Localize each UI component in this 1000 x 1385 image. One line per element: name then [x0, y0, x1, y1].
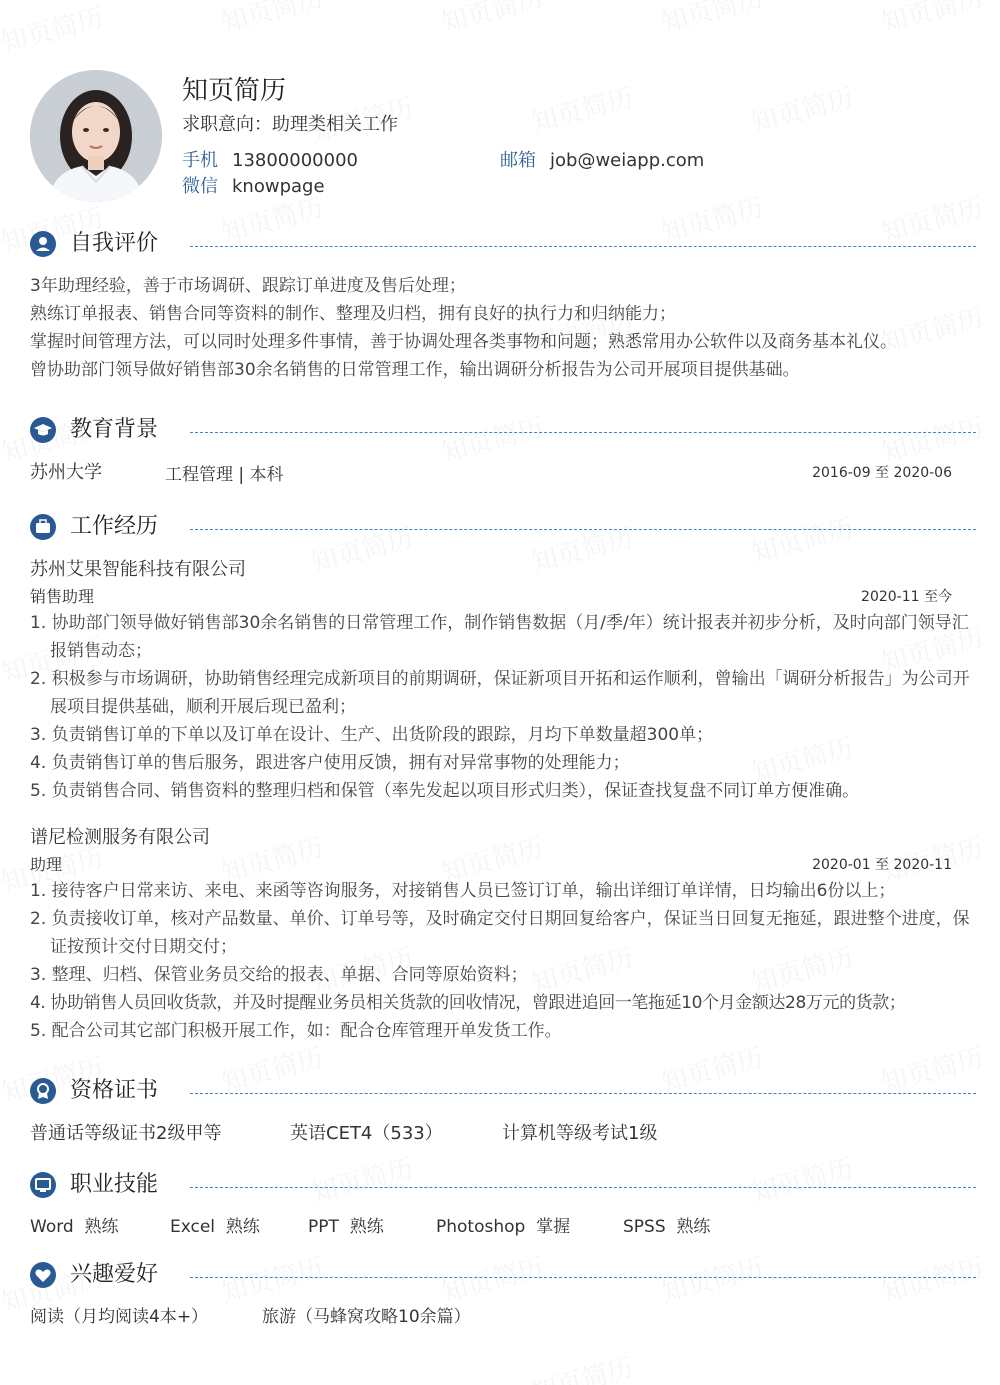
- certificate-item: 计算机等级考试1级: [502, 1123, 658, 1144]
- duty-item: 1. 协助部门领导做好销售部30余名销售的日常管理工作，制作销售数据（月/季/年）统计报表并初步分析，及时向部门领导汇报销售动态；: [30, 613, 969, 661]
- section-divider: [190, 529, 976, 530]
- skill-name: Word: [30, 1217, 74, 1237]
- section-divider: [190, 1187, 976, 1188]
- skill-name: SPSS: [623, 1217, 666, 1237]
- watermark: [217, 0, 327, 40]
- skill-level: 熟练: [349, 1217, 384, 1237]
- user-icon: [30, 231, 56, 257]
- watermark: [657, 0, 767, 40]
- monitor-icon: [30, 1172, 56, 1198]
- contact-value: 13800000000: [232, 150, 358, 171]
- contact-email: [500, 146, 704, 172]
- section-divider: [190, 246, 976, 247]
- position-row: [30, 584, 976, 608]
- duty-item: 5. 负责销售合同、销售资料的整理归档和保管（率先发起以项目形式归类），保证查找复盘不同订单方便准确。: [30, 781, 860, 801]
- section-title: 资格证书: [70, 1078, 159, 1103]
- certificate-item: 英语CET4（533）: [290, 1123, 443, 1144]
- section-self-evaluation: [30, 229, 976, 259]
- skill-level: 熟练: [676, 1217, 711, 1237]
- section-divider: [190, 1093, 976, 1094]
- candidate-name: 知页简历: [182, 76, 287, 106]
- section-divider: [190, 1277, 976, 1278]
- duty-item: 4. 负责销售订单的售后服务，跟进客户使用反馈，拥有对异常事物的处理能力；: [30, 753, 630, 773]
- graduation-cap-icon: [30, 417, 56, 443]
- hobby-item: 阅读（月均阅读4本+）: [30, 1307, 209, 1327]
- duty-item: 4. 协助销售人员回收货款，并及时提醒业务员相关货款的回收情况，曾跟进追回一笔拖延10个月金额达28万元的货款；: [30, 993, 906, 1013]
- education-entry: [30, 458, 976, 486]
- watermark: [437, 0, 547, 40]
- watermark: [877, 0, 987, 40]
- self-eval-line: 掌握时间管理方法，可以同时处理多件事情，善于协调处理各类事物和问题；熟悉常用办公软件以及商务基本礼仪。: [30, 332, 897, 352]
- major-degree: 工程管理 | 本科: [165, 465, 284, 485]
- avatar-portrait-icon: [30, 70, 162, 202]
- heart-icon: [30, 1262, 56, 1288]
- skill-name: PPT: [308, 1217, 339, 1237]
- contact-value: job@weiapp.com: [550, 150, 705, 171]
- section-certificates: [30, 1076, 976, 1106]
- section-title: 职业技能: [70, 1172, 159, 1197]
- section-divider: [190, 432, 976, 433]
- company-name: 谱尼检测服务有限公司: [30, 827, 210, 848]
- duty-item: 1. 接待客户日常来访、来电、来函等咨询服务，对接销售人员已签订订单，输出详细订单详情，日均输出6份以上；: [30, 881, 896, 901]
- section-education: [30, 415, 976, 445]
- contact-wechat: [182, 172, 325, 198]
- self-eval-line: 曾协助部门领导做好销售部30余名销售的日常管理工作，输出调研分析报告为公司开展项目提供基础。: [30, 360, 800, 380]
- education-period: 2016-09 至 2020-06: [812, 465, 952, 481]
- self-eval-line: 熟练订单报表、销售合同等资料的制作、整理及归档，拥有良好的执行力和归纳能力；: [30, 304, 676, 324]
- duty-item: 3. 负责销售订单的下单以及订单在设计、生产、出货阶段的跟踪，月均下单数量超300单；: [30, 725, 714, 745]
- work-period: 2020-01 至 2020-11: [812, 857, 952, 873]
- section-hobbies: [30, 1260, 976, 1290]
- section-work-experience: [30, 512, 976, 542]
- skill-item: [436, 1212, 570, 1237]
- avatar: [30, 70, 162, 202]
- skill-item: [30, 1212, 119, 1237]
- skill-name: Excel: [170, 1217, 216, 1237]
- duty-item: 2. 积极参与市场调研，协助销售经理完成新项目的前期调研，保证新项目开拓和运作顺利，曾输出「调研分析报告」为公司开展项目提供基础，顺利开展后现已盈利；: [30, 669, 970, 717]
- watermark: [527, 77, 637, 140]
- self-eval-line: 3年助理经验，善于市场调研、跟踪订单进度及售后处理；: [30, 276, 466, 296]
- contact-label: 手机: [182, 150, 218, 171]
- skill-item: [170, 1212, 260, 1237]
- contact-value: knowpage: [232, 176, 325, 197]
- company-name: 苏州艾果智能科技有限公司: [30, 559, 246, 580]
- contact-label: 邮箱: [500, 150, 536, 171]
- section-title: 工作经历: [70, 514, 159, 539]
- certificate-item: 普通话等级证书2级甲等: [30, 1123, 222, 1144]
- skill-name: Photoshop: [436, 1217, 526, 1237]
- skill-level: 熟练: [84, 1217, 119, 1237]
- job-intent: 求职意向：助理类相关工作: [182, 114, 398, 135]
- hobby-item: 旅游（马蜂窝攻略10余篇）: [262, 1307, 471, 1327]
- duty-item: 2. 负责接收订单，核对产品数量、单价、订单号等，及时确定交付日期回复给客户，保证当日回复无拖延，跟进整个进度，保证按预计交付日期交付；: [30, 909, 970, 957]
- watermark: [747, 77, 857, 140]
- work-period: 2020-11 至今: [861, 589, 952, 605]
- duty-item: 5. 配合公司其它部门积极开展工作，如：配合仓库管理开单发货工作。: [30, 1021, 562, 1041]
- contact-label: 微信: [182, 176, 218, 197]
- contact-phone: [182, 146, 358, 172]
- school-name: 苏州大学: [30, 462, 102, 483]
- skill-level: 熟练: [225, 1217, 260, 1237]
- section-title: 兴趣爱好: [70, 1262, 159, 1287]
- skill-level: 掌握: [536, 1217, 571, 1237]
- watermark: [0, 0, 107, 60]
- position-title: 助理: [30, 855, 63, 874]
- section-title: 教育背景: [70, 417, 159, 442]
- position-row: [30, 852, 976, 876]
- position-title: 销售助理: [30, 587, 95, 606]
- skill-item: [623, 1212, 710, 1237]
- briefcase-icon: [30, 514, 56, 540]
- section-skills: [30, 1170, 976, 1200]
- skill-item: [308, 1212, 384, 1237]
- duty-item: 3. 整理、归档、保管业务员交给的报表、单据、合同等原始资料；: [30, 965, 528, 985]
- watermark: [527, 1347, 637, 1385]
- award-icon: [30, 1078, 56, 1104]
- section-title: 自我评价: [70, 231, 159, 256]
